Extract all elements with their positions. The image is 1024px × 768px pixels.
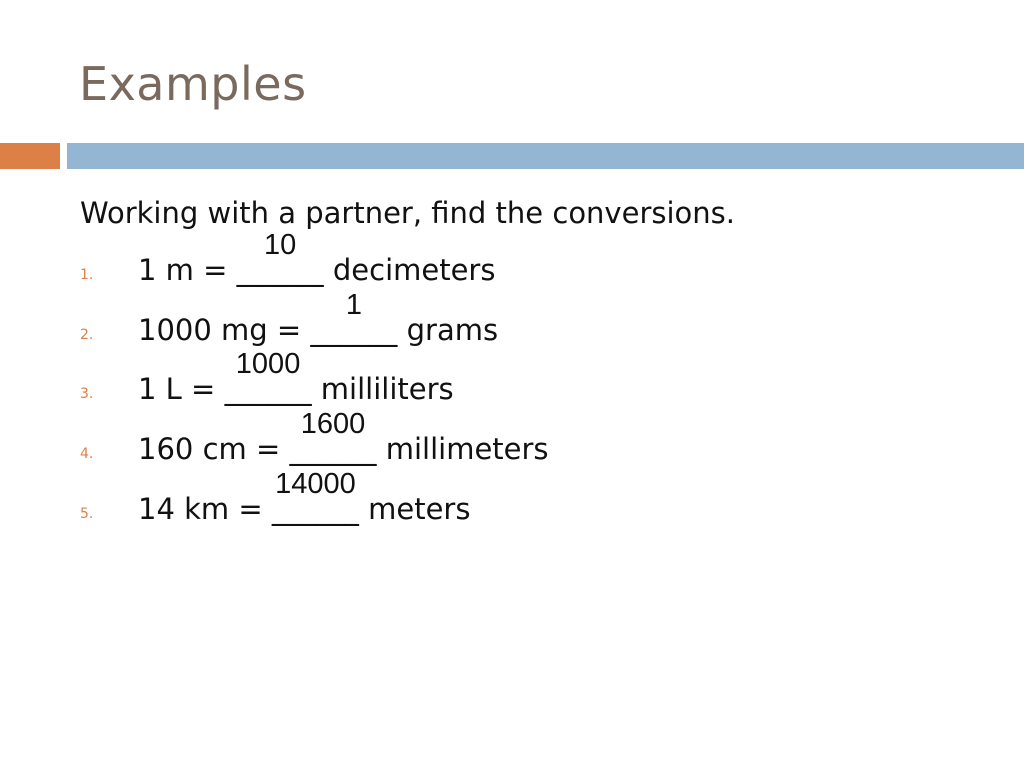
item-unit: decimeters xyxy=(323,253,496,287)
answer-blank xyxy=(236,229,324,291)
answer-blank xyxy=(289,408,377,470)
item-number: 3. xyxy=(80,386,94,402)
answer-value: 10 xyxy=(264,229,297,261)
item-text xyxy=(138,468,471,530)
answer-blank xyxy=(271,468,359,530)
title-accent-bar xyxy=(0,143,60,169)
item-text xyxy=(138,289,499,351)
item-unit: millimeters xyxy=(376,432,549,466)
answer-value: 14000 xyxy=(275,468,356,500)
answer-value: 1600 xyxy=(300,408,366,440)
blank-line: ______ xyxy=(236,253,324,287)
item-text xyxy=(138,229,496,291)
item-unit: meters xyxy=(358,492,471,526)
item-lhs: 1000 mg = xyxy=(138,313,311,347)
answer-value: 1000 xyxy=(235,348,301,380)
title-divider-bar xyxy=(67,143,1024,169)
answer-value: 1 xyxy=(345,289,362,321)
item-lhs: 14 km = xyxy=(138,492,272,526)
item-number: 1. xyxy=(80,267,94,283)
item-lhs: 160 cm = xyxy=(138,432,290,466)
item-lhs: 1 m = xyxy=(138,253,237,287)
item-number: 5. xyxy=(80,506,94,522)
slide-title: Examples xyxy=(79,57,307,111)
intro-text: Working with a partner, find the conversions. xyxy=(80,196,735,230)
blank-line: ______ xyxy=(310,313,398,347)
item-number: 2. xyxy=(80,327,94,343)
blank-line: ______ xyxy=(289,432,377,466)
item-unit: grams xyxy=(397,313,499,347)
item-text xyxy=(138,348,454,410)
item-text xyxy=(138,408,549,470)
answer-blank xyxy=(310,289,398,351)
item-unit: milliliters xyxy=(311,372,454,406)
answer-blank xyxy=(224,348,312,410)
item-lhs: 1 L = xyxy=(138,372,225,406)
blank-line: ______ xyxy=(224,372,312,406)
item-number: 4. xyxy=(80,446,94,462)
blank-line: ______ xyxy=(271,492,359,526)
